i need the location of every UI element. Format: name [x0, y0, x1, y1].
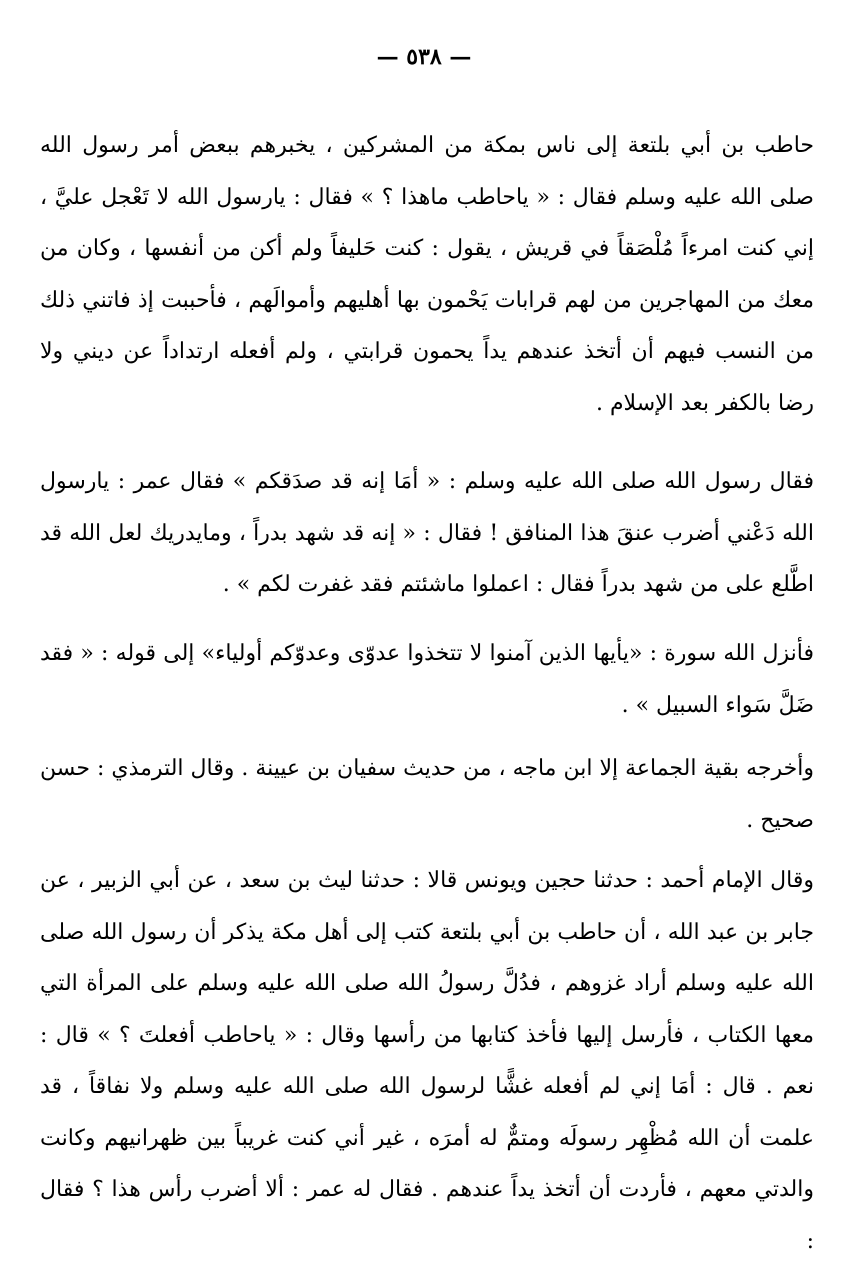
paragraph: حاطب بن أبي بلتعة إلى ناس بمكة من المشركين ، يخبرهم ببعض أمر رسول الله صلى الله عليه وسلم فقال : « ياحاطب ماهذا ؟ » فقال : يارسول الله لا تَعْجل عليَّ ، إني كنت امرءاً مُلْصَقاً في قريش ، يقول : كنت حَليفاً ولم أكن من أنفسها ، وكان من معك من المهاجرين من لهم قرابات يَحْمون بها أهليهم وأموالَهم ، فأحببت إذ فاتني ذلك من النسب فيهم أن أتخذ عندهم يداً يحمون قرابتي ، ولم أفعله ارتداداً عن ديني ولا رضا بالكفر بعد الإسلام .: [40, 133, 814, 416]
page-number: — ٥٣٨ —: [376, 44, 472, 70]
paragraph: وقال الإمام أحمد : حدثنا حجين ويونس قالا : حدثنا ليث بن سعد ، عن أبي الزبير ، عن جابر بن عبد الله ، أن حاطب بن أبي بلتعة كتب إلى أهل مكة يذكر أن رسول الله صلى الله عليه وسلم أراد غزوهم ، فدُلَّ رسولُ الله صلى الله عليه وسلم على المرأة التي معها الكتاب ، فأرسل إليها فأخذ كتابها من رأسها وقال : « ياحاطب أفعلتَ ؟ » قال : نعم . قال : أمَا إني لم أفعله غشًّا لرسول الله صلى الله عليه وسلم ولا نفاقاً ، قد علمت أن الله مُظْهِر رسولَه ومتمٌّ له أمرَه ، غير أني كنت غريباً بين ظهرانيهم وكانت والدتي معهم ، فأردت أن أتخذ يداً عندهم . فقال له عمر : ألا أضرب رأس هذا ؟ فقال :: [40, 868, 815, 1254]
paragraph: فقال رسول الله صلى الله عليه وسلم : « أمَا إنه قد صدَقكم » فقال عمر : يارسول الله دَعْني أضرب عنقَ هذا المنافق ! فقال : « إنه قد شهد بدراً ، ومايدريك لعل الله قد اطَّلع على من شهد بدراً فقال : اعملوا ماشئتم فقد غفرت لكم » .: [40, 469, 814, 597]
paragraph: وأخرجه بقية الجماعة إلا ابن ماجه ، من حديث سفيان بن عيينة . وقال الترمذي : حسن صحيح .: [40, 756, 814, 833]
paragraph: فأنزل الله سورة : «يأيها الذين آمنوا لا تتخذوا عدوّى وعدوّكم أولياء» إلى قوله : « فقد ضَلَّ سَواء السبيل » .: [40, 641, 814, 718]
